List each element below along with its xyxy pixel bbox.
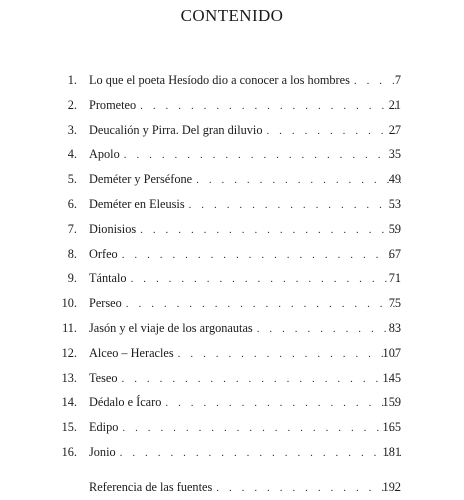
toc-references-entry[interactable] [0,478,464,496]
toc-entry-title [89,145,401,164]
toc-entry-page-number: 159 [382,395,401,410]
dot-leader [131,270,401,288]
toc-entry-title [89,418,401,437]
toc-entry-title [89,195,401,214]
toc-entry-number: 5. [67,172,77,187]
toc-entry[interactable] [0,443,464,461]
toc-entry-title [89,344,401,363]
toc-entry-label: Lo que el poeta Hesíodo dio a conocer a los hombres [89,73,350,87]
toc-entry-page-number: 165 [382,420,401,435]
toc-entry-title [89,369,401,388]
toc-entry-title [89,71,401,90]
toc-entry-label: Orfeo [89,246,118,261]
toc-entry-page-number: 59 [388,221,401,236]
dot-leader [266,122,401,140]
toc-entry-label: Deucalión y Pirra. Del gran diluvio [89,122,263,137]
toc-entry-number: 1. [67,73,77,87]
toc-entry-page-number: 35 [388,147,401,162]
toc-entry[interactable] [0,369,464,387]
toc-entry-number: 13. [61,370,77,385]
toc-entry-number: 11. [62,321,77,335]
toc-entry[interactable] [0,170,464,188]
toc-entry-page-number: 145 [382,370,401,385]
toc-entry-title [89,245,401,264]
toc-entry-number: 6. [67,197,77,211]
dot-leader [122,246,401,264]
toc-entry-title [89,294,401,313]
toc-entry-title [89,121,401,140]
toc-entry-page-number: 67 [388,246,401,261]
toc-entry-label: Prometeo [89,97,137,112]
toc-entry[interactable] [0,319,464,337]
toc-entry-number: 4. [67,147,77,162]
toc-entry[interactable] [0,71,464,89]
toc-entry[interactable] [0,195,464,213]
toc-entry-label: Jonio [89,445,116,459]
toc-entry[interactable] [0,96,464,114]
toc-entry-label: Tántalo [89,271,127,286]
toc-entry-page-number: 107 [382,345,401,360]
toc-entry-number: 16. [61,445,77,459]
dot-leader [165,394,401,412]
dot-leader [140,97,401,115]
dot-leader [126,295,401,313]
dot-leader [140,221,401,239]
toc-entry-page-number: 181 [382,445,401,459]
toc-references-title [89,478,401,497]
toc-entry[interactable] [0,121,464,139]
toc-entry-number: 14. [61,395,77,410]
toc-entry-label: Jasón y el viaje de los argonautas [89,321,253,335]
toc-entry-number: 15. [61,420,77,435]
dot-leader [122,419,401,437]
toc-entry-page-number: 49 [388,172,401,187]
toc-entry-label: Apolo [89,147,120,162]
toc-entry-title [89,220,401,239]
toc-entry-title [89,393,401,412]
toc-references-page-number: 192 [382,479,401,494]
toc-entry-label: Alceo – Heracles [89,345,174,360]
toc-entry-page-number: 27 [388,122,401,137]
toc-entry[interactable] [0,418,464,436]
dot-leader [178,345,401,363]
toc-entry-page-number: 53 [388,197,401,211]
toc-entry-label: Dionisios [89,221,137,236]
toc-entry-title [89,319,401,338]
toc-entry-page-number: 21 [388,97,401,112]
toc-entry-number: 7. [67,221,77,236]
toc-entry-number: 10. [61,296,77,311]
toc-entry-number: 9. [67,271,77,286]
toc-entry-label: Perseo [89,296,122,311]
toc-entry-page-number: 83 [388,321,401,335]
dot-leader [124,146,401,164]
toc-entry-title [89,170,401,189]
page-title: CONTENIDO [180,6,284,25]
dot-leader [122,370,401,388]
toc-entry-label: Deméter y Perséfone [89,172,193,187]
toc-entry-page-number: 71 [388,271,401,286]
toc-entry-title [89,443,401,462]
toc-references-label: Referencia de las fuentes [89,479,213,494]
toc-entry[interactable] [0,145,464,163]
toc-entry-page-number: 7 [394,73,401,87]
toc-entry-label: Deméter en Eleusis [89,197,185,211]
toc-entry[interactable] [0,393,464,411]
toc-entry-page-number: 75 [388,296,401,311]
toc-entry-number: 2. [67,97,77,112]
toc-entry-label: Dédalo e Ícaro [89,395,162,410]
toc-entry[interactable] [0,294,464,312]
toc-entry[interactable] [0,220,464,238]
toc-entry-title [89,96,401,115]
toc-entry-label: Edipo [89,420,119,435]
toc-entry[interactable] [0,269,464,287]
dot-leader [216,479,401,497]
toc-entry-title [89,269,401,288]
toc-entry-number: 8. [67,246,77,261]
dot-leader [196,171,401,189]
dot-leader [257,320,401,338]
toc-entry-label: Teseo [89,370,118,385]
toc-entry[interactable] [0,344,464,362]
toc-entry-number: 12. [61,345,77,360]
dot-leader [120,444,401,462]
toc-entry[interactable] [0,245,464,263]
toc-entry-number: 3. [67,122,77,137]
dot-leader [189,196,401,214]
